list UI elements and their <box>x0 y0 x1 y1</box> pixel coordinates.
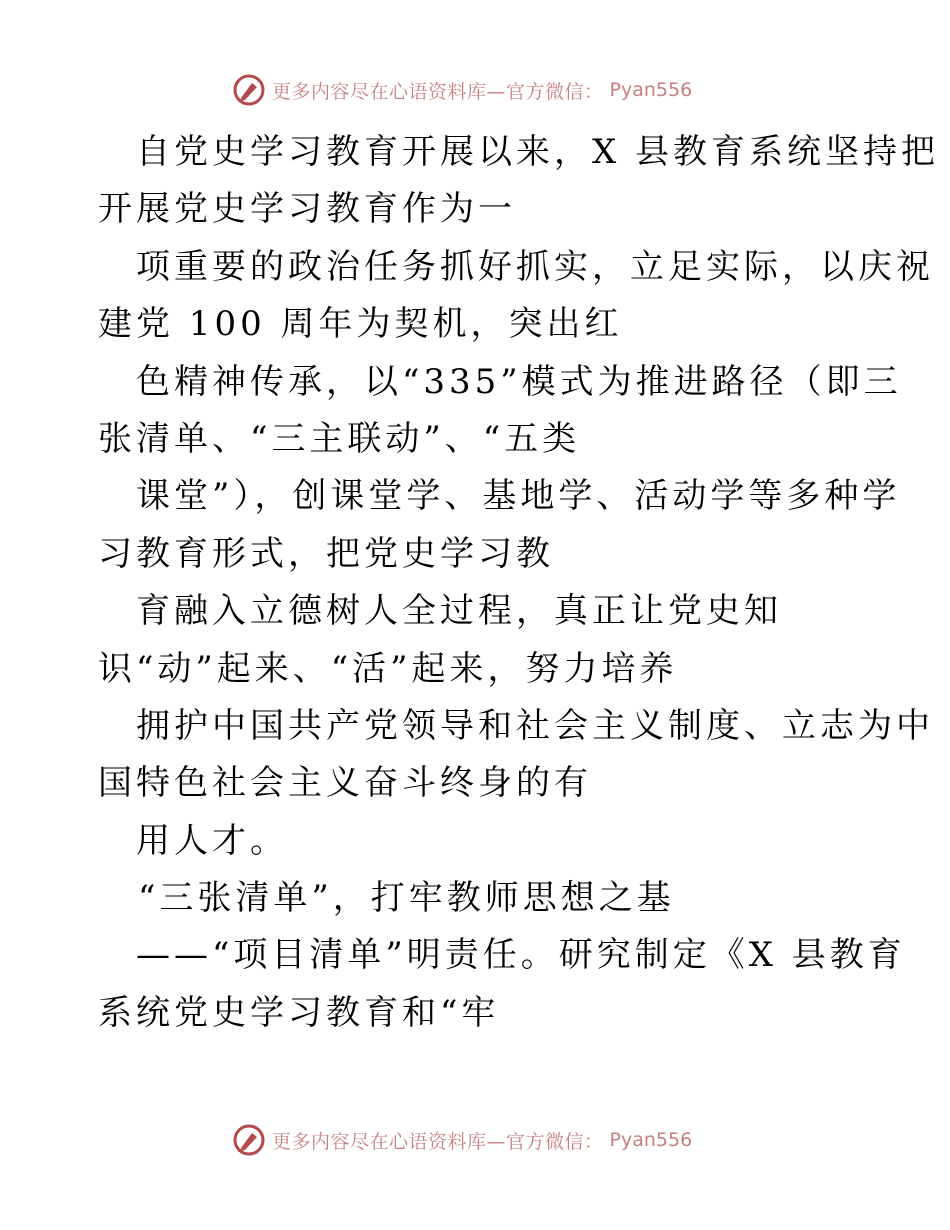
watermark-text: 更多内容尽在心语资料库—官方微信： <box>272 80 604 103</box>
pen-nib-logo-icon <box>232 73 266 107</box>
text-line: 课堂”），创课堂学、基地学、活动学等多种学 <box>136 476 901 517</box>
text-line: 建党 100 周年为契机，突出红 <box>98 304 623 345</box>
text-line: 色精神传承，以“335”模式为推进路径（即三 <box>136 361 902 402</box>
text-line: 项重要的政治任务抓好抓实，立足实际，以庆祝 <box>136 246 934 287</box>
text-line: 张清单、“三主联动”、“五类 <box>98 418 581 459</box>
section-heading: “三张清单”，打牢教师思想之基 <box>138 878 675 919</box>
text-line: ——“项目清单”明责任。研究制定《X 县教育 <box>136 935 906 976</box>
text-line: 拥护中国共产党领导和社会主义制度、立志为中 <box>136 705 934 746</box>
text-line: 用人才。 <box>136 820 288 861</box>
watermark-handle: Pyan556 <box>609 79 693 101</box>
text-line: 开展党史学习教育作为一 <box>98 189 516 230</box>
text-line: 习教育形式，把党史学习教 <box>98 533 554 574</box>
watermark-text: 更多内容尽在心语资料库—官方微信： <box>272 1130 604 1153</box>
text-line: 识“动”起来、“活”起来，努力培养 <box>98 648 678 689</box>
text-line: 国特色社会主义奋斗终身的有 <box>98 763 592 804</box>
text-line: 育融入立德树人全过程，真正让党史知 <box>136 591 782 632</box>
header-watermark <box>232 72 692 108</box>
text-line: 系统党史学习教育和“牢 <box>98 992 500 1033</box>
document-body <box>98 124 940 1042</box>
watermark-handle: Pyan556 <box>609 1129 693 1151</box>
footer-watermark <box>232 1122 692 1158</box>
pen-nib-logo-icon <box>232 1123 266 1157</box>
text-line: 自党史学习教育开展以来，X 县教育系统坚持把 <box>136 132 940 172</box>
